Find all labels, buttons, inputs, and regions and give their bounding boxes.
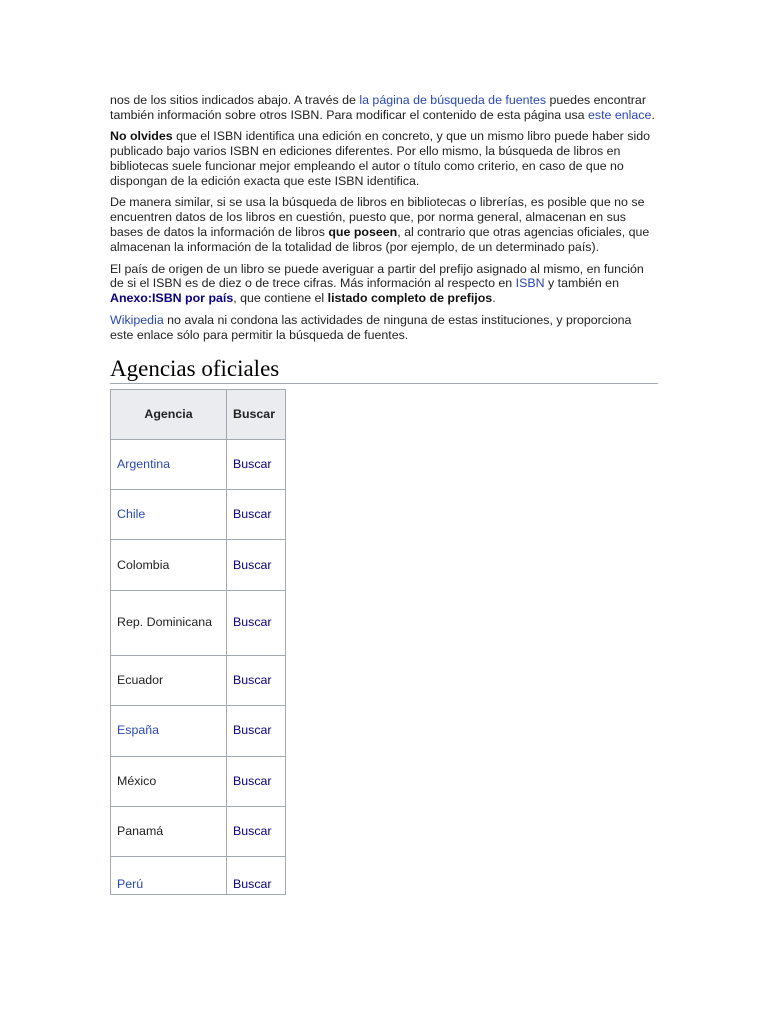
isbn-link[interactable]: ISBN bbox=[515, 276, 545, 291]
search-link-ecuador[interactable]: Buscar bbox=[233, 673, 272, 687]
paragraph-no-olvides bbox=[110, 129, 658, 189]
table-row bbox=[111, 756, 286, 806]
paragraph-similar bbox=[110, 195, 658, 255]
agency-name-colombia: Colombia bbox=[117, 557, 170, 572]
table-row bbox=[111, 857, 286, 895]
search-cell bbox=[227, 655, 286, 705]
similar-text-2: , al contrario que otras agencias oficiales, que almacenan la información de la totalidad de libros (por ejemplo, de un determinado país). bbox=[110, 225, 650, 255]
agency-name-panama: Panamá bbox=[117, 824, 164, 839]
agencies-table bbox=[110, 389, 286, 896]
agency-cell bbox=[111, 489, 227, 539]
wikipedia-link[interactable]: Wikipedia bbox=[110, 312, 164, 327]
edit-link[interactable]: este enlace bbox=[588, 107, 652, 122]
section-heading-agencias: Agencias oficiales bbox=[110, 356, 658, 384]
agency-link-espana[interactable]: España bbox=[117, 723, 160, 738]
intro-text-3: . bbox=[651, 107, 655, 122]
agency-link-argentina[interactable]: Argentina bbox=[117, 456, 171, 471]
agency-link-peru[interactable]: Perú bbox=[117, 877, 144, 892]
intro-text-1: nos de los sitios indicados abajo. A través de bbox=[110, 93, 360, 107]
origin-text-2: y también en bbox=[544, 276, 619, 291]
paragraph-disclaimer bbox=[110, 313, 658, 343]
agency-cell bbox=[111, 857, 227, 895]
agency-cell bbox=[111, 590, 227, 655]
anexo-isbn-link[interactable] bbox=[110, 291, 233, 305]
table-row bbox=[111, 439, 286, 489]
header-buscar: Buscar bbox=[227, 389, 286, 439]
table-row bbox=[111, 706, 286, 756]
table-row bbox=[111, 655, 286, 705]
search-cell bbox=[227, 756, 286, 806]
agency-link-chile[interactable]: Chile bbox=[117, 507, 146, 522]
listado-prefijos-bold: listado completo de prefijos bbox=[327, 291, 493, 306]
search-link-argentina[interactable]: Buscar bbox=[233, 456, 272, 471]
agency-cell bbox=[111, 706, 227, 756]
agency-name-ecuador: Ecuador bbox=[117, 673, 164, 687]
article-content bbox=[110, 93, 658, 895]
no-olvides-text: que el ISBN identifica una edición en concreto, y que un mismo libro puede haber sido publicado bajo varios ISBN en ediciones diferentes. Por ello mismo, la búsqueda de libros en bibliotecas suele funcionar mejor empleando el autor o título como criterio, en caso de que no dispongan de la edición exacta que este ISBN identifica. bbox=[110, 129, 650, 189]
disclaimer-text: no avala ni condona las actividades de ninguna de estas instituciones, y proporciona este enlace sólo para permitir la búsqueda de fuentes. bbox=[110, 312, 632, 342]
agency-cell bbox=[111, 439, 227, 489]
agency-cell bbox=[111, 540, 227, 590]
intro-text-2: puedes encontrar también información sobre otros ISBN. Para modificar el contenido de esta página usa bbox=[110, 93, 646, 122]
origin-text-4: . bbox=[492, 291, 496, 306]
table-row bbox=[111, 540, 286, 590]
search-link-espana[interactable]: Buscar bbox=[233, 723, 272, 738]
search-link-panama[interactable]: Buscar bbox=[233, 824, 272, 839]
table-row bbox=[111, 590, 286, 655]
origin-text-1: El país de origen de un libro se puede averiguar a partir del prefijo asignado al mismo, en función de si el ISBN es de diez o de trece cifras. Más información al respecto en bbox=[110, 261, 644, 291]
search-cell bbox=[227, 857, 286, 895]
table-header-row bbox=[111, 389, 286, 439]
search-cell bbox=[227, 806, 286, 856]
paragraph-origin bbox=[110, 262, 658, 307]
search-link-rep-dominicana[interactable]: Buscar bbox=[233, 615, 272, 630]
search-cell bbox=[227, 706, 286, 756]
origin-text-3: , que contiene el bbox=[233, 291, 328, 306]
que-poseen-bold: que poseen bbox=[328, 225, 398, 240]
agency-cell bbox=[111, 756, 227, 806]
search-link-mexico[interactable]: Buscar bbox=[233, 773, 272, 788]
table-row bbox=[111, 489, 286, 539]
search-sources-page-link[interactable]: la página de búsqueda de fuentes bbox=[359, 93, 547, 107]
agency-name-rep-dominicana: Rep. Dominicana bbox=[117, 615, 213, 630]
search-cell bbox=[227, 590, 286, 655]
anexo-isbn-link-label: Anexo:ISBN por país bbox=[110, 291, 234, 306]
search-link-chile[interactable]: Buscar bbox=[233, 507, 272, 522]
search-cell bbox=[227, 439, 286, 489]
table-row bbox=[111, 806, 286, 856]
no-olvides-bold: No olvides bbox=[110, 129, 173, 144]
search-cell bbox=[227, 540, 286, 590]
header-agencia: Agencia bbox=[111, 389, 227, 439]
search-link-colombia[interactable]: Buscar bbox=[233, 557, 272, 572]
search-cell bbox=[227, 489, 286, 539]
search-link-peru[interactable]: Buscar bbox=[233, 877, 272, 892]
agency-cell bbox=[111, 655, 227, 705]
paragraph-intro bbox=[110, 93, 658, 123]
agency-name-mexico: México bbox=[117, 773, 157, 788]
agency-cell bbox=[111, 806, 227, 856]
similar-text-1: De manera similar, si se usa la búsqueda de libros en bibliotecas o librerías, es posible que no se encuentren datos de los libros en cuestión, puesto que, por norma general, almacenan en sus bases de datos la información de libros bbox=[110, 195, 645, 240]
